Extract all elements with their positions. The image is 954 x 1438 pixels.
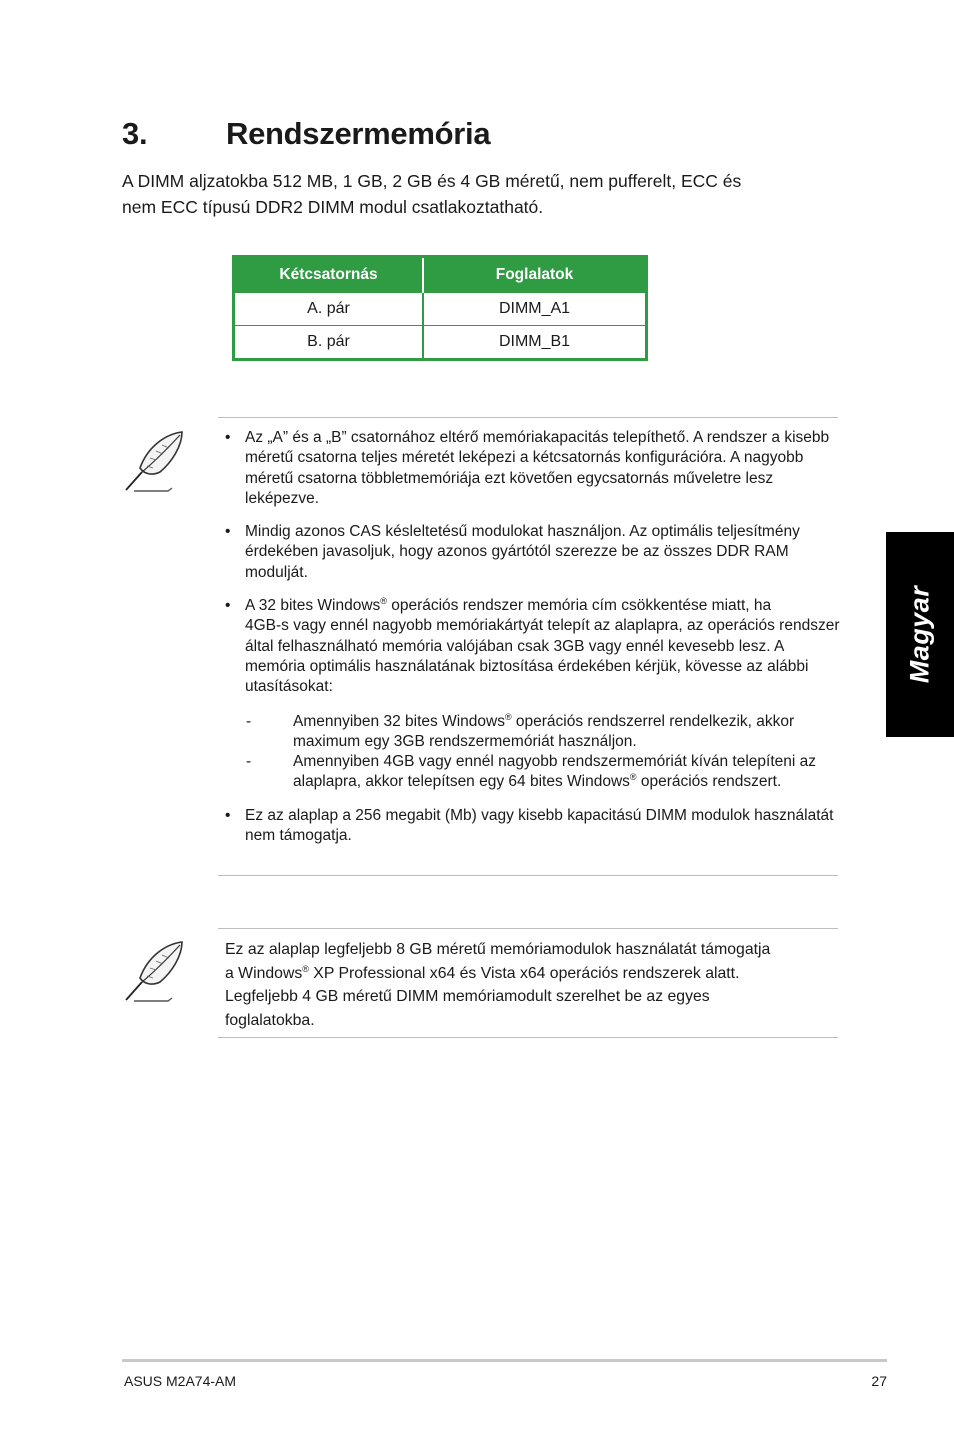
registered-mark: ® <box>302 963 309 974</box>
list-item <box>222 522 840 583</box>
note-bullet-text: Ez az alaplap a 256 megabit (Mb) vagy kisebb kapacitású DIMM modulok használatát nem támogatja. <box>245 806 834 845</box>
language-label: Magyar <box>904 585 935 684</box>
note-memory-guidelines <box>222 428 840 859</box>
note-top-rule <box>218 417 838 418</box>
intro-paragraph <box>122 168 842 220</box>
note-bullet-list <box>222 428 840 846</box>
section-number: 3. <box>122 116 148 151</box>
note-text: Amennyiben 32 bites Windows <box>293 712 505 730</box>
list-item <box>245 752 840 793</box>
note-line: Legfeljebb 4 GB méretű DIMM memóriamodult szerelhet be az egyes <box>225 988 710 1006</box>
table-cell: A. pár <box>234 293 424 326</box>
note-text: A 32 bites Windows <box>245 597 381 615</box>
note-bullet-line <box>245 597 771 614</box>
table-header-cell: Kétcsatornás <box>234 257 424 293</box>
memory-config-table <box>232 255 648 361</box>
registered-mark: ® <box>380 596 387 607</box>
note-max-memory <box>225 938 835 1032</box>
table-row <box>234 326 647 360</box>
note-text: operációs rendszerrel rendelkezik, akkor maximum egy 3GB rendszermemóriát használjon. <box>293 712 795 750</box>
footer-product-name: ASUS M2A74-AM <box>124 1373 237 1389</box>
note-bullet-text: 4GB-s vagy ennél nagyobb memóriakártyát telepít az alaplapra, az operációs rendszer által felhasználható memória valójában csak 3GB vagy ennél kevesebb lesz. A memória optimális használatának biztosítása érdekében kérjük, kövesse az alábbi utasításokat: <box>245 617 840 696</box>
intro-line: nem ECC típusú DDR2 DIMM modul csatlakoztatható. <box>122 197 544 217</box>
section-title: Rendszermemória <box>226 116 491 151</box>
list-item <box>222 806 840 847</box>
note-line: foglalatokba. <box>225 1011 315 1029</box>
intro-line: A DIMM aljzatokba 512 MB, 1 GB, 2 GB és 4 GB méretű, nem pufferelt, ECC és <box>122 171 742 191</box>
list-item <box>245 712 840 753</box>
feather-note-icon <box>120 428 190 498</box>
note-text: XP Professional x64 és Vista x64 operációs rendszerek alatt. <box>308 964 740 982</box>
table-cell: B. pár <box>234 326 424 360</box>
registered-mark: ® <box>504 711 512 722</box>
section-heading <box>122 112 490 156</box>
note-bottom-rule <box>218 875 838 876</box>
note-text: operációs rendszert. <box>636 773 782 791</box>
registered-mark: ® <box>629 772 637 783</box>
note-bottom-rule <box>218 1037 838 1038</box>
table-cell: DIMM_A1 <box>423 293 647 326</box>
note-text: Amennyiben 4GB vagy ennél nagyobb rendszermemóriát kíván telepíteni az alaplapra, akkor telepítsen egy 64 bites Windows <box>293 753 816 791</box>
feather-note-icon <box>120 938 190 1008</box>
table-cell: DIMM_B1 <box>423 326 647 360</box>
note-line: Ez az alaplap legfeljebb 8 GB méretű memóriamodulok használatát támogatja <box>225 941 771 958</box>
note-text: operációs rendszer memória cím csökkentése miatt, ha <box>386 597 772 615</box>
note-top-rule <box>218 928 838 929</box>
table-row <box>234 293 647 326</box>
language-side-tab <box>886 532 954 737</box>
note-line <box>225 962 835 986</box>
list-item <box>222 596 840 793</box>
list-item <box>222 428 840 509</box>
note-text: a Windows <box>225 964 303 982</box>
footer-page-number: 27 <box>871 1373 887 1389</box>
note-sub-list <box>245 712 840 793</box>
table-header-cell: Foglalatok <box>423 257 647 293</box>
footer-rule <box>122 1359 887 1362</box>
note-bullet-text: Az „A” és a „B” csatornához eltérő memóriakapacitás telepíthető. A rendszer a kisebb méretű csatorna teljes méretét leképezi a kétcsatornás konfigurációra. A nagyobb méretű csatorna többletmemóriája ezt követően egycsatornás műveletre lesz leképezve. <box>245 429 830 507</box>
note-bullet-text: Mindig azonos CAS késleltetésű modulokat használjon. Az optimális teljesítmény érdekében javasoljuk, hogy azonos gyártótól szerezze be az összes DDR RAM modulját. <box>245 523 800 581</box>
table-header-row <box>234 257 647 293</box>
